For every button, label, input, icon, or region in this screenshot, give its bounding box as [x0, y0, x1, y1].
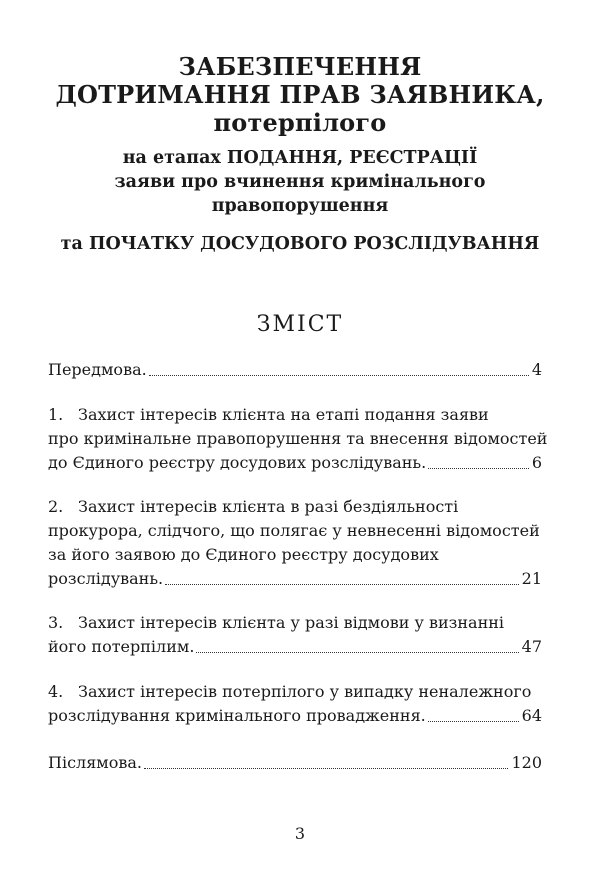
toc-entry-page: 21	[521, 569, 542, 588]
toc-leader-dots	[165, 583, 519, 585]
toc-entry-text: Передмова.	[48, 360, 147, 379]
toc-entry-1-line-1[interactable]	[48, 405, 542, 425]
toc-leader-dots	[428, 467, 529, 469]
toc-entry-2-line-1[interactable]	[48, 497, 542, 517]
toc-title: ЗМІСТ	[256, 312, 344, 337]
toc-entry-text: до Єдиного реєстру досудових розслідувань.	[48, 453, 427, 472]
toc-entry-2-line-3[interactable]: за його заявою до Єдиного реєстру досудових	[48, 545, 439, 564]
toc-entry-3-line-1[interactable]	[48, 613, 542, 633]
toc-entry-2-line-4[interactable]	[48, 569, 542, 589]
toc-leader-dots	[149, 374, 529, 376]
toc-entry-foreword[interactable]	[48, 360, 542, 380]
toc-entry-afterword[interactable]	[48, 753, 542, 773]
toc-entry-2-line-2[interactable]: прокурора, слідчого, що полягає у невнесенні відомостей	[48, 521, 540, 540]
toc-leader-dots	[144, 767, 508, 769]
toc-entry-number: 1.	[48, 405, 64, 424]
toc-entry-1-line-3[interactable]	[48, 453, 542, 473]
toc-entry-text: розслідувань.	[48, 569, 164, 588]
toc-entry-text: Післямова.	[48, 753, 142, 772]
toc-entry-text: Захист інтересів потерпілого у випадку неналежного	[78, 682, 532, 701]
toc-entry-page: 4	[531, 360, 542, 379]
toc-entry-3-line-2[interactable]	[48, 637, 542, 657]
toc-entry-page: 47	[521, 637, 542, 656]
subtitle-line-3: правопорушення	[211, 196, 389, 216]
toc-entry-text: розслідування кримінального провадження.	[48, 706, 426, 725]
subtitle-line-4: та ПОЧАТКУ ДОСУДОВОГО РОЗСЛІДУВАННЯ	[60, 234, 540, 254]
subtitle-line-2: заяви про вчинення кримінального	[114, 172, 486, 192]
toc-leader-dots	[428, 720, 519, 722]
toc-entry-text: його потерпілим.	[48, 637, 195, 656]
toc-entry-text: Захист інтересів клієнта на етапі подання заяви	[78, 405, 489, 424]
title-line-1: ЗАБЕЗПЕЧЕННЯ	[178, 52, 422, 81]
toc-entry-number: 3.	[48, 613, 64, 632]
toc-entry-text: Захист інтересів клієнта у разі відмови у визнанні	[78, 613, 505, 632]
title-line-2: ДОТРИМАННЯ ПРАВ ЗАЯВНИКА,	[55, 80, 545, 109]
toc-entry-page: 120	[511, 753, 542, 772]
toc-entry-page: 6	[531, 453, 542, 472]
toc-entry-number: 4.	[48, 682, 64, 701]
toc-leader-dots	[196, 651, 518, 653]
page-number: 3	[294, 824, 306, 843]
subtitle-line-1: на етапах ПОДАННЯ, РЕЄСТРАЦІЇ	[122, 148, 478, 168]
toc-entry-page: 64	[521, 706, 542, 725]
title-line-3: потерпілого	[213, 108, 387, 137]
toc-entry-4-line-1[interactable]	[48, 682, 542, 702]
toc-entry-1-line-2[interactable]: про кримінальне правопорушення та внесення відомостей	[48, 429, 548, 448]
toc-entry-number: 2.	[48, 497, 64, 516]
toc-entry-4-line-2[interactable]	[48, 706, 542, 726]
toc-entry-text: Захист інтересів клієнта в разі бездіяльності	[78, 497, 459, 516]
